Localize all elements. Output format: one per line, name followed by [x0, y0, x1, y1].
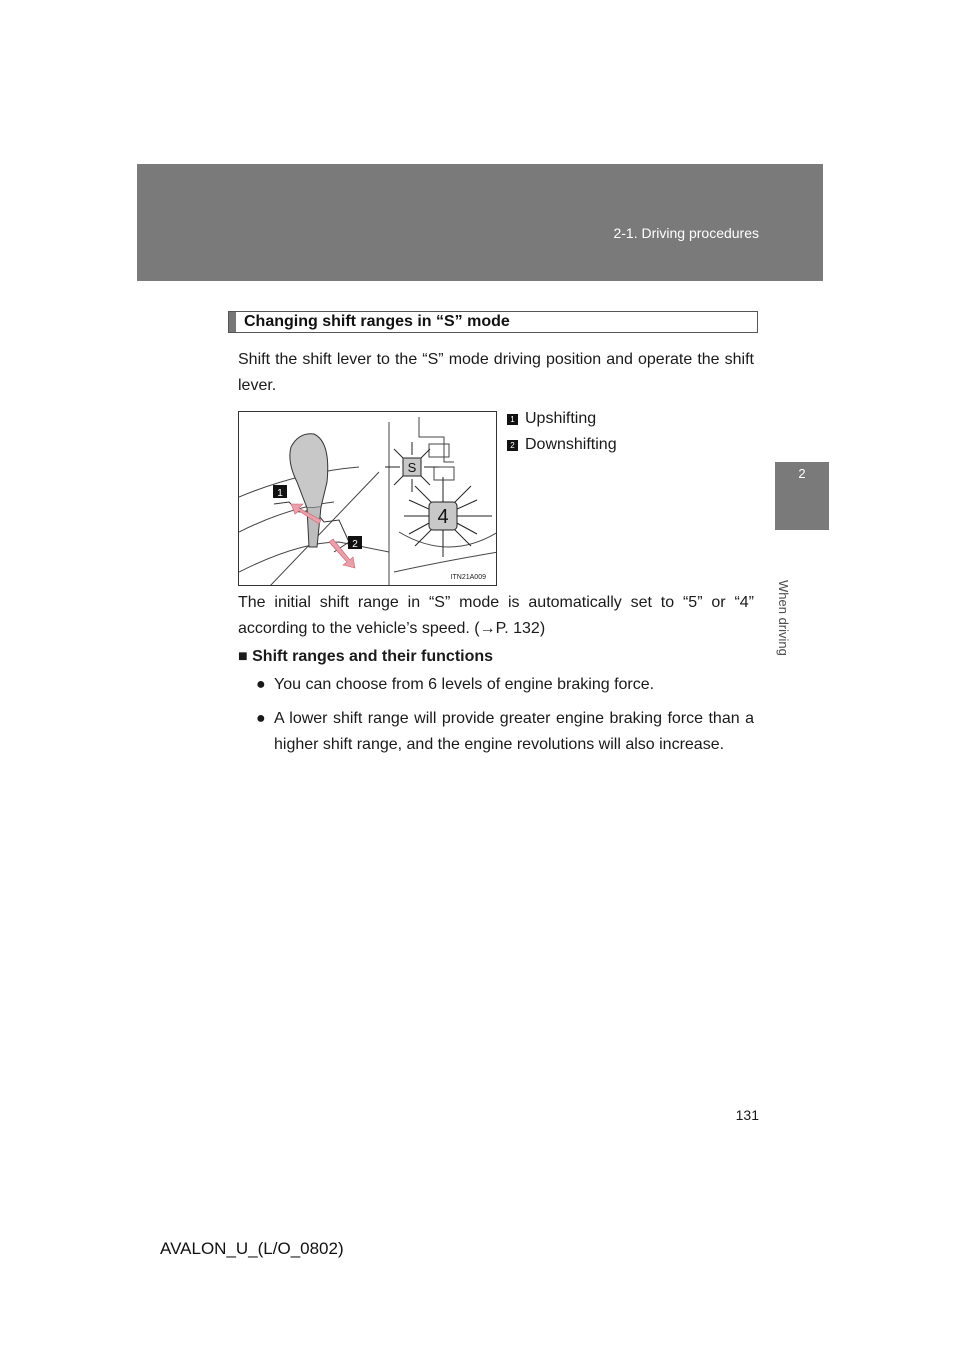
chapter-number: 2 [798, 466, 806, 481]
bullet-glyph: ● [256, 710, 266, 727]
callout-number-box: 2 [507, 440, 518, 451]
page-number: 131 [735, 1107, 759, 1123]
display-s-letter: S [407, 460, 417, 475]
bullet-text: You can choose from 6 levels of engine braking force. [274, 676, 655, 693]
initial-range-paragraph: The initial shift range in “S” mode is automatically set to “5” or “4” according to the vehicle’s speed. (→P. 132) [238, 594, 754, 637]
marker-1-label: 1 [277, 488, 283, 499]
bullet-text: A lower shift range will provide greater engine braking force than a higher shift range, and the engine revolutions will also increase. [274, 710, 754, 753]
section-heading-box [228, 311, 758, 333]
illustration-code: ITN21A009 [450, 574, 486, 581]
bullet-glyph: ● [256, 676, 266, 693]
illustration-drawing [239, 412, 497, 586]
section-title: Changing shift ranges in “S” mode [244, 313, 510, 330]
callout-label: Downshifting [525, 436, 617, 453]
callout-label: Upshifting [525, 410, 597, 427]
callout-downshifting [507, 436, 617, 454]
chapter-tab-label: When driving [776, 580, 791, 656]
chapter-heading: 2-1. Driving procedures [613, 225, 759, 241]
footer-code: AVALON_U_(L/O_0802) [160, 1239, 344, 1258]
subsection-heading [238, 648, 493, 666]
subsection-marker: ■ [238, 648, 248, 665]
display-gear-number: 4 [437, 506, 449, 528]
header-band [137, 164, 823, 281]
marker-2-label: 2 [352, 539, 358, 550]
subsection-title: Shift ranges and their functions [252, 648, 494, 665]
chapter-tab [775, 462, 829, 530]
bullet-item [256, 672, 754, 698]
callout-number-box: 1 [507, 414, 518, 425]
callout-upshifting [507, 410, 596, 428]
bullet-item [256, 706, 754, 758]
intro-paragraph: Shift the shift lever to the “S” mode driving position and operate the shift lever. [238, 351, 754, 394]
shift-lever-illustration [238, 411, 497, 586]
section-heading-bar [229, 312, 236, 332]
